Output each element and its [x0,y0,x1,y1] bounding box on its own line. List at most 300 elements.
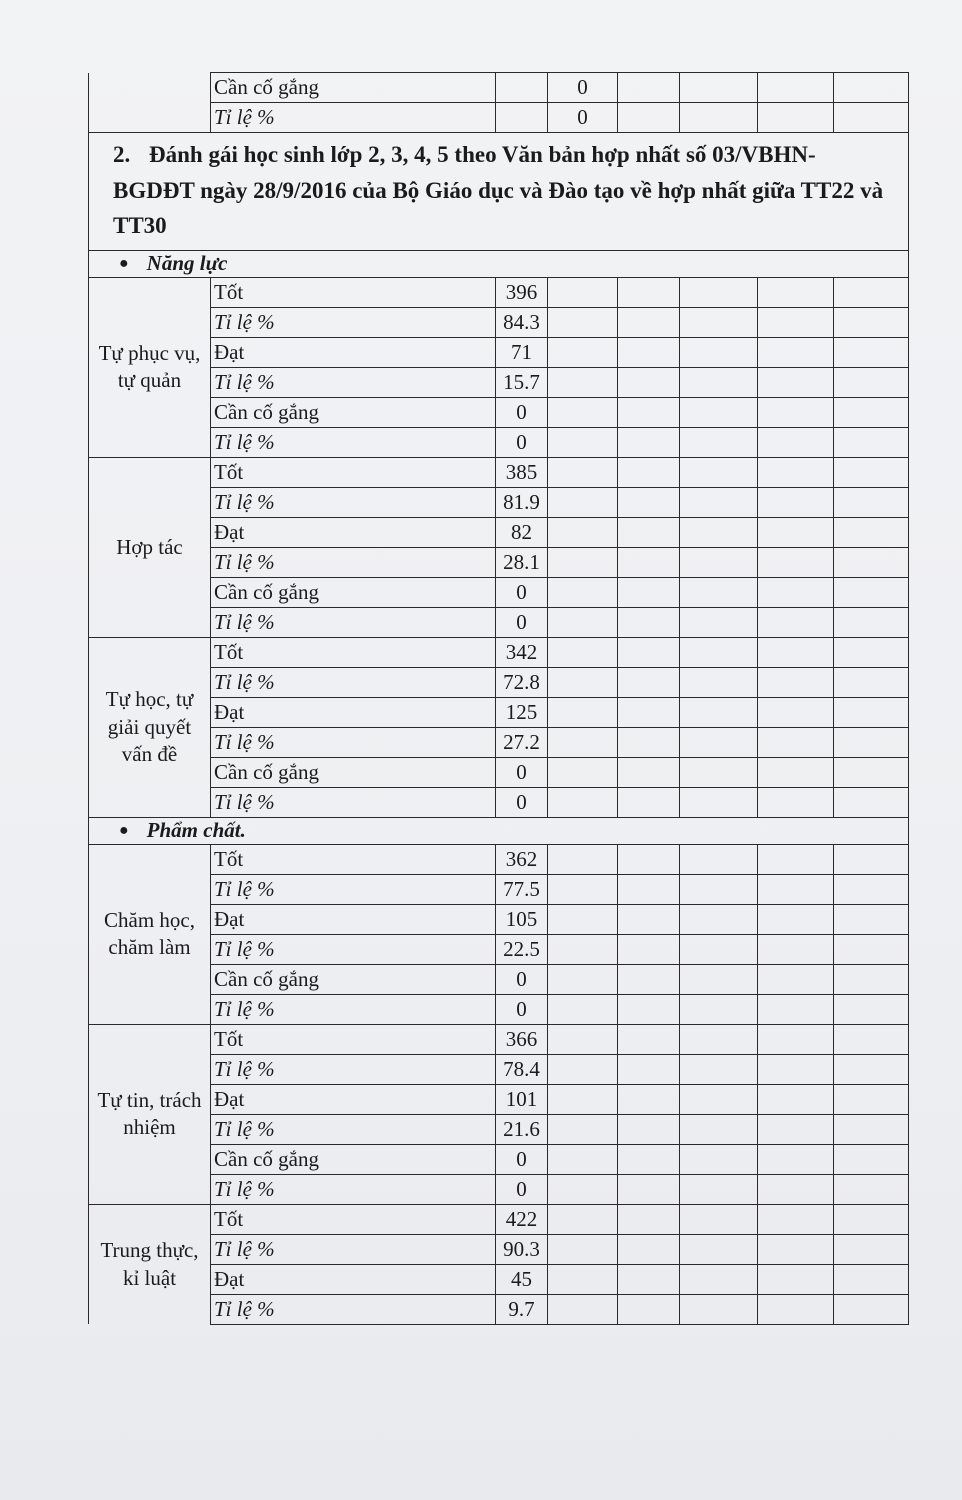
value-cell: 82 [496,517,548,547]
value-cell: 125 [496,697,548,727]
empty-cell [680,697,758,727]
empty-cell [758,1054,834,1084]
continued-group-cell [89,73,211,103]
table-row [89,844,909,874]
empty-cell [834,103,909,133]
empty-cell [680,844,758,874]
group-name: Tự phục vụ, tự quản [89,277,211,457]
table-row [89,487,909,517]
empty-cell [548,964,618,994]
empty-cell [680,517,758,547]
empty-cell [834,667,909,697]
empty-cell [618,277,680,307]
empty-cell [618,1144,680,1174]
empty-cell [758,607,834,637]
heading-text: Đánh gái học sinh lớp 2, 3, 4, 5 theo Văn bản hợp nhất số 03/VBHN-BGDĐT ngày 28/9/2016 của Bộ Giáo dục và Đào tạo về hợp nhất giữa TT22 và TT30 [113,142,884,239]
empty-cell [680,607,758,637]
row-label: Đạt [211,1084,496,1114]
empty-cell [548,367,618,397]
empty-cell [618,547,680,577]
empty-cell [758,964,834,994]
empty-cell [758,397,834,427]
empty-cell [758,457,834,487]
empty-cell [680,1084,758,1114]
empty-cell [758,994,834,1024]
empty-cell [758,1294,834,1324]
empty-cell [758,307,834,337]
table-row [89,1144,909,1174]
empty-cell [758,697,834,727]
empty-cell [680,73,758,103]
empty-cell [548,1084,618,1114]
empty-cell [618,637,680,667]
empty-cell [548,874,618,904]
table-row [89,1234,909,1264]
empty-cell [680,547,758,577]
bullet-icon: ● [119,255,129,273]
empty-cell [618,1264,680,1294]
empty-cell [834,1174,909,1204]
empty-cell [618,103,680,133]
empty-cell [834,757,909,787]
empty-cell [834,1204,909,1234]
value-cell: 45 [496,1264,548,1294]
empty-cell [834,457,909,487]
empty-cell [758,1174,834,1204]
value-cell: 78.4 [496,1054,548,1084]
section-title [89,817,909,844]
empty-cell [548,697,618,727]
empty-cell [834,787,909,817]
empty-cell [758,73,834,103]
empty-cell [548,517,618,547]
empty-cell [680,757,758,787]
table-row [89,607,909,637]
empty-cell [548,427,618,457]
row-label: Đạt [211,904,496,934]
empty-cell [758,487,834,517]
empty-cell [834,1054,909,1084]
empty-cell [680,1114,758,1144]
empty-cell [758,337,834,367]
table-body [89,73,909,1325]
empty-cell [834,547,909,577]
table-row [89,1174,909,1204]
value-cell: 28.1 [496,547,548,577]
row-label: Tỉ lệ % [211,1054,496,1084]
empty-cell [548,457,618,487]
value-cell: 105 [496,904,548,934]
value-cell: 0 [496,397,548,427]
row-label: Tỉ lệ % [211,1114,496,1144]
empty-cell [618,1174,680,1204]
empty-cell [618,607,680,637]
empty-cell [834,1144,909,1174]
group-name: Tự học, tự giải quyết vấn đề [89,637,211,817]
table-row [89,1024,909,1054]
report-table-container [88,72,908,1325]
empty-cell [680,1294,758,1324]
row-label: Tỉ lệ % [211,667,496,697]
table-row [89,577,909,607]
empty-cell [834,397,909,427]
empty-cell [758,103,834,133]
table-row [89,1264,909,1294]
empty-cell [680,577,758,607]
row-label: Tốt [211,277,496,307]
row-label: Đạt [211,1264,496,1294]
empty-cell [618,844,680,874]
value-cell: 15.7 [496,367,548,397]
empty-cell [548,1114,618,1144]
empty-cell [834,904,909,934]
empty-cell [548,994,618,1024]
empty-cell [680,934,758,964]
row-label: Tỉ lệ % [211,307,496,337]
group-name: Trung thực, kỉ luật [89,1204,211,1324]
empty-cell [548,1024,618,1054]
empty-cell [496,103,548,133]
value-cell: 22.5 [496,934,548,964]
empty-cell [618,397,680,427]
empty-cell [548,487,618,517]
section-title-text: Phẩm chất. [146,818,246,843]
value-cell: 27.2 [496,727,548,757]
value-cell: 0 [496,1174,548,1204]
empty-cell [548,637,618,667]
empty-cell [758,1114,834,1144]
table-row [89,397,909,427]
row-label: Tốt [211,844,496,874]
empty-cell [618,994,680,1024]
empty-cell [548,397,618,427]
value-cell: 0 [548,103,618,133]
table-row [89,697,909,727]
row-label: Tỉ lệ % [211,934,496,964]
value-cell: 21.6 [496,1114,548,1144]
empty-cell [680,964,758,994]
empty-cell [680,1234,758,1264]
row-label: Tỉ lệ % [211,367,496,397]
bullet-icon: ● [119,822,129,840]
empty-cell [680,727,758,757]
row-label: Tỉ lệ % [211,727,496,757]
empty-cell [834,307,909,337]
empty-cell [618,1054,680,1084]
table-row [89,1204,909,1234]
empty-cell [618,457,680,487]
empty-cell [834,1024,909,1054]
row-label: Tốt [211,457,496,487]
table-row [89,934,909,964]
empty-cell [618,1114,680,1144]
row-label: Đạt [211,517,496,547]
value-cell: 81.9 [496,487,548,517]
heading-row [89,133,909,251]
empty-cell [680,367,758,397]
empty-cell [548,934,618,964]
empty-cell [680,307,758,337]
empty-cell [618,367,680,397]
value-cell: 385 [496,457,548,487]
table-row [89,757,909,787]
value-cell: 0 [496,787,548,817]
empty-cell [618,934,680,964]
empty-cell [834,337,909,367]
empty-cell [758,727,834,757]
table-row [89,637,909,667]
row-label: Tỉ lệ % [211,103,496,133]
empty-cell [758,277,834,307]
empty-cell [834,277,909,307]
empty-cell [758,844,834,874]
row-label: Tỉ lệ % [211,874,496,904]
table-row [89,337,909,367]
group-name: Chăm học, chăm làm [89,844,211,1024]
empty-cell [680,1174,758,1204]
empty-cell [496,73,548,103]
empty-cell [618,964,680,994]
row-label: Tỉ lệ % [211,427,496,457]
value-cell: 0 [496,1144,548,1174]
empty-cell [758,667,834,697]
row-label: Cần cố gắng [211,577,496,607]
group-name: Tự tin, trách nhiệm [89,1024,211,1204]
section-title-row [89,250,909,277]
empty-cell [680,487,758,517]
empty-cell [758,577,834,607]
empty-cell [680,637,758,667]
empty-cell [618,517,680,547]
empty-cell [548,547,618,577]
table-row [89,667,909,697]
empty-cell [834,964,909,994]
value-cell: 101 [496,1084,548,1114]
empty-cell [834,1084,909,1114]
empty-cell [758,1084,834,1114]
empty-cell [618,1204,680,1234]
empty-cell [680,1144,758,1174]
value-cell: 9.7 [496,1294,548,1324]
empty-cell [758,637,834,667]
empty-cell [758,787,834,817]
table-row [89,547,909,577]
row-label: Cần cố gắng [211,73,496,103]
empty-cell [548,1144,618,1174]
table-row [89,1114,909,1144]
value-cell: 0 [496,994,548,1024]
row-label: Tỉ lệ % [211,994,496,1024]
section-title [89,250,909,277]
empty-cell [834,367,909,397]
row-label: Tốt [211,1204,496,1234]
empty-cell [548,337,618,367]
empty-cell [548,277,618,307]
section-title-row [89,817,909,844]
empty-cell [758,517,834,547]
value-cell: 77.5 [496,874,548,904]
row-label: Tỉ lệ % [211,1234,496,1264]
empty-cell [834,517,909,547]
empty-cell [834,607,909,637]
table-row [89,277,909,307]
value-cell: 90.3 [496,1234,548,1264]
value-cell: 0 [496,577,548,607]
empty-cell [548,1264,618,1294]
empty-cell [618,1294,680,1324]
empty-cell [758,1264,834,1294]
empty-cell [548,787,618,817]
empty-cell [834,994,909,1024]
table-row [89,1084,909,1114]
empty-cell [758,757,834,787]
table-row [89,1054,909,1084]
empty-cell [680,337,758,367]
empty-cell [618,1234,680,1264]
section-heading [89,133,909,251]
empty-cell [680,427,758,457]
empty-cell [834,697,909,727]
table-row [89,367,909,397]
row-label: Đạt [211,697,496,727]
empty-cell [758,904,834,934]
empty-cell [834,1264,909,1294]
row-label: Tỉ lệ % [211,547,496,577]
row-label: Cần cố gắng [211,1144,496,1174]
value-cell: 396 [496,277,548,307]
empty-cell [680,457,758,487]
empty-cell [834,487,909,517]
row-label: Cần cố gắng [211,397,496,427]
empty-cell [618,73,680,103]
empty-cell [680,1054,758,1084]
section-title-text: Năng lực [146,251,228,276]
empty-cell [618,727,680,757]
empty-cell [834,637,909,667]
empty-cell [680,667,758,697]
empty-cell [680,787,758,817]
empty-cell [618,1024,680,1054]
empty-cell [834,427,909,457]
empty-cell [834,727,909,757]
value-cell: 342 [496,637,548,667]
empty-cell [548,667,618,697]
table-row [89,103,909,133]
empty-cell [680,1264,758,1294]
empty-cell [548,1204,618,1234]
table-row [89,727,909,757]
row-label: Cần cố gắng [211,964,496,994]
empty-cell [758,1024,834,1054]
empty-cell [548,607,618,637]
empty-cell [548,757,618,787]
empty-cell [680,1204,758,1234]
row-label: Cần cố gắng [211,757,496,787]
value-cell: 71 [496,337,548,367]
empty-cell [548,1174,618,1204]
empty-cell [618,487,680,517]
empty-cell [834,1114,909,1144]
value-cell: 362 [496,844,548,874]
empty-cell [618,904,680,934]
empty-cell [618,757,680,787]
empty-cell [548,727,618,757]
empty-cell [834,1234,909,1264]
empty-cell [680,994,758,1024]
empty-cell [758,367,834,397]
row-label: Tỉ lệ % [211,1174,496,1204]
row-label: Đạt [211,337,496,367]
empty-cell [834,934,909,964]
empty-cell [680,103,758,133]
empty-cell [758,1234,834,1264]
empty-cell [618,577,680,607]
table-row [89,994,909,1024]
group-name: Hợp tác [89,457,211,637]
empty-cell [680,1024,758,1054]
empty-cell [618,667,680,697]
empty-cell [618,697,680,727]
empty-cell [618,427,680,457]
empty-cell [548,1054,618,1084]
empty-cell [834,73,909,103]
value-cell: 84.3 [496,307,548,337]
empty-cell [834,874,909,904]
table-row [89,307,909,337]
empty-cell [548,1294,618,1324]
table-row [89,1294,909,1324]
empty-cell [834,577,909,607]
value-cell: 0 [496,427,548,457]
empty-cell [548,904,618,934]
empty-cell [680,277,758,307]
table-row [89,904,909,934]
table-row [89,73,909,103]
table-row [89,787,909,817]
empty-cell [758,547,834,577]
empty-cell [680,874,758,904]
evaluation-table [88,72,909,1325]
empty-cell [618,787,680,817]
value-cell: 366 [496,1024,548,1054]
row-label: Tỉ lệ % [211,1294,496,1324]
value-cell: 0 [548,73,618,103]
empty-cell [618,337,680,367]
table-row [89,427,909,457]
empty-cell [680,397,758,427]
empty-cell [548,577,618,607]
row-label: Tỉ lệ % [211,607,496,637]
row-label: Tốt [211,1024,496,1054]
value-cell: 0 [496,964,548,994]
empty-cell [758,1204,834,1234]
value-cell: 0 [496,607,548,637]
heading-number: 2. [113,142,131,167]
empty-cell [618,307,680,337]
continued-group-cell [89,103,211,133]
row-label: Tốt [211,637,496,667]
empty-cell [548,1234,618,1264]
empty-cell [680,904,758,934]
empty-cell [758,1144,834,1174]
table-row [89,874,909,904]
empty-cell [618,874,680,904]
empty-cell [758,427,834,457]
empty-cell [758,934,834,964]
value-cell: 0 [496,757,548,787]
row-label: Tỉ lệ % [211,787,496,817]
empty-cell [758,874,834,904]
